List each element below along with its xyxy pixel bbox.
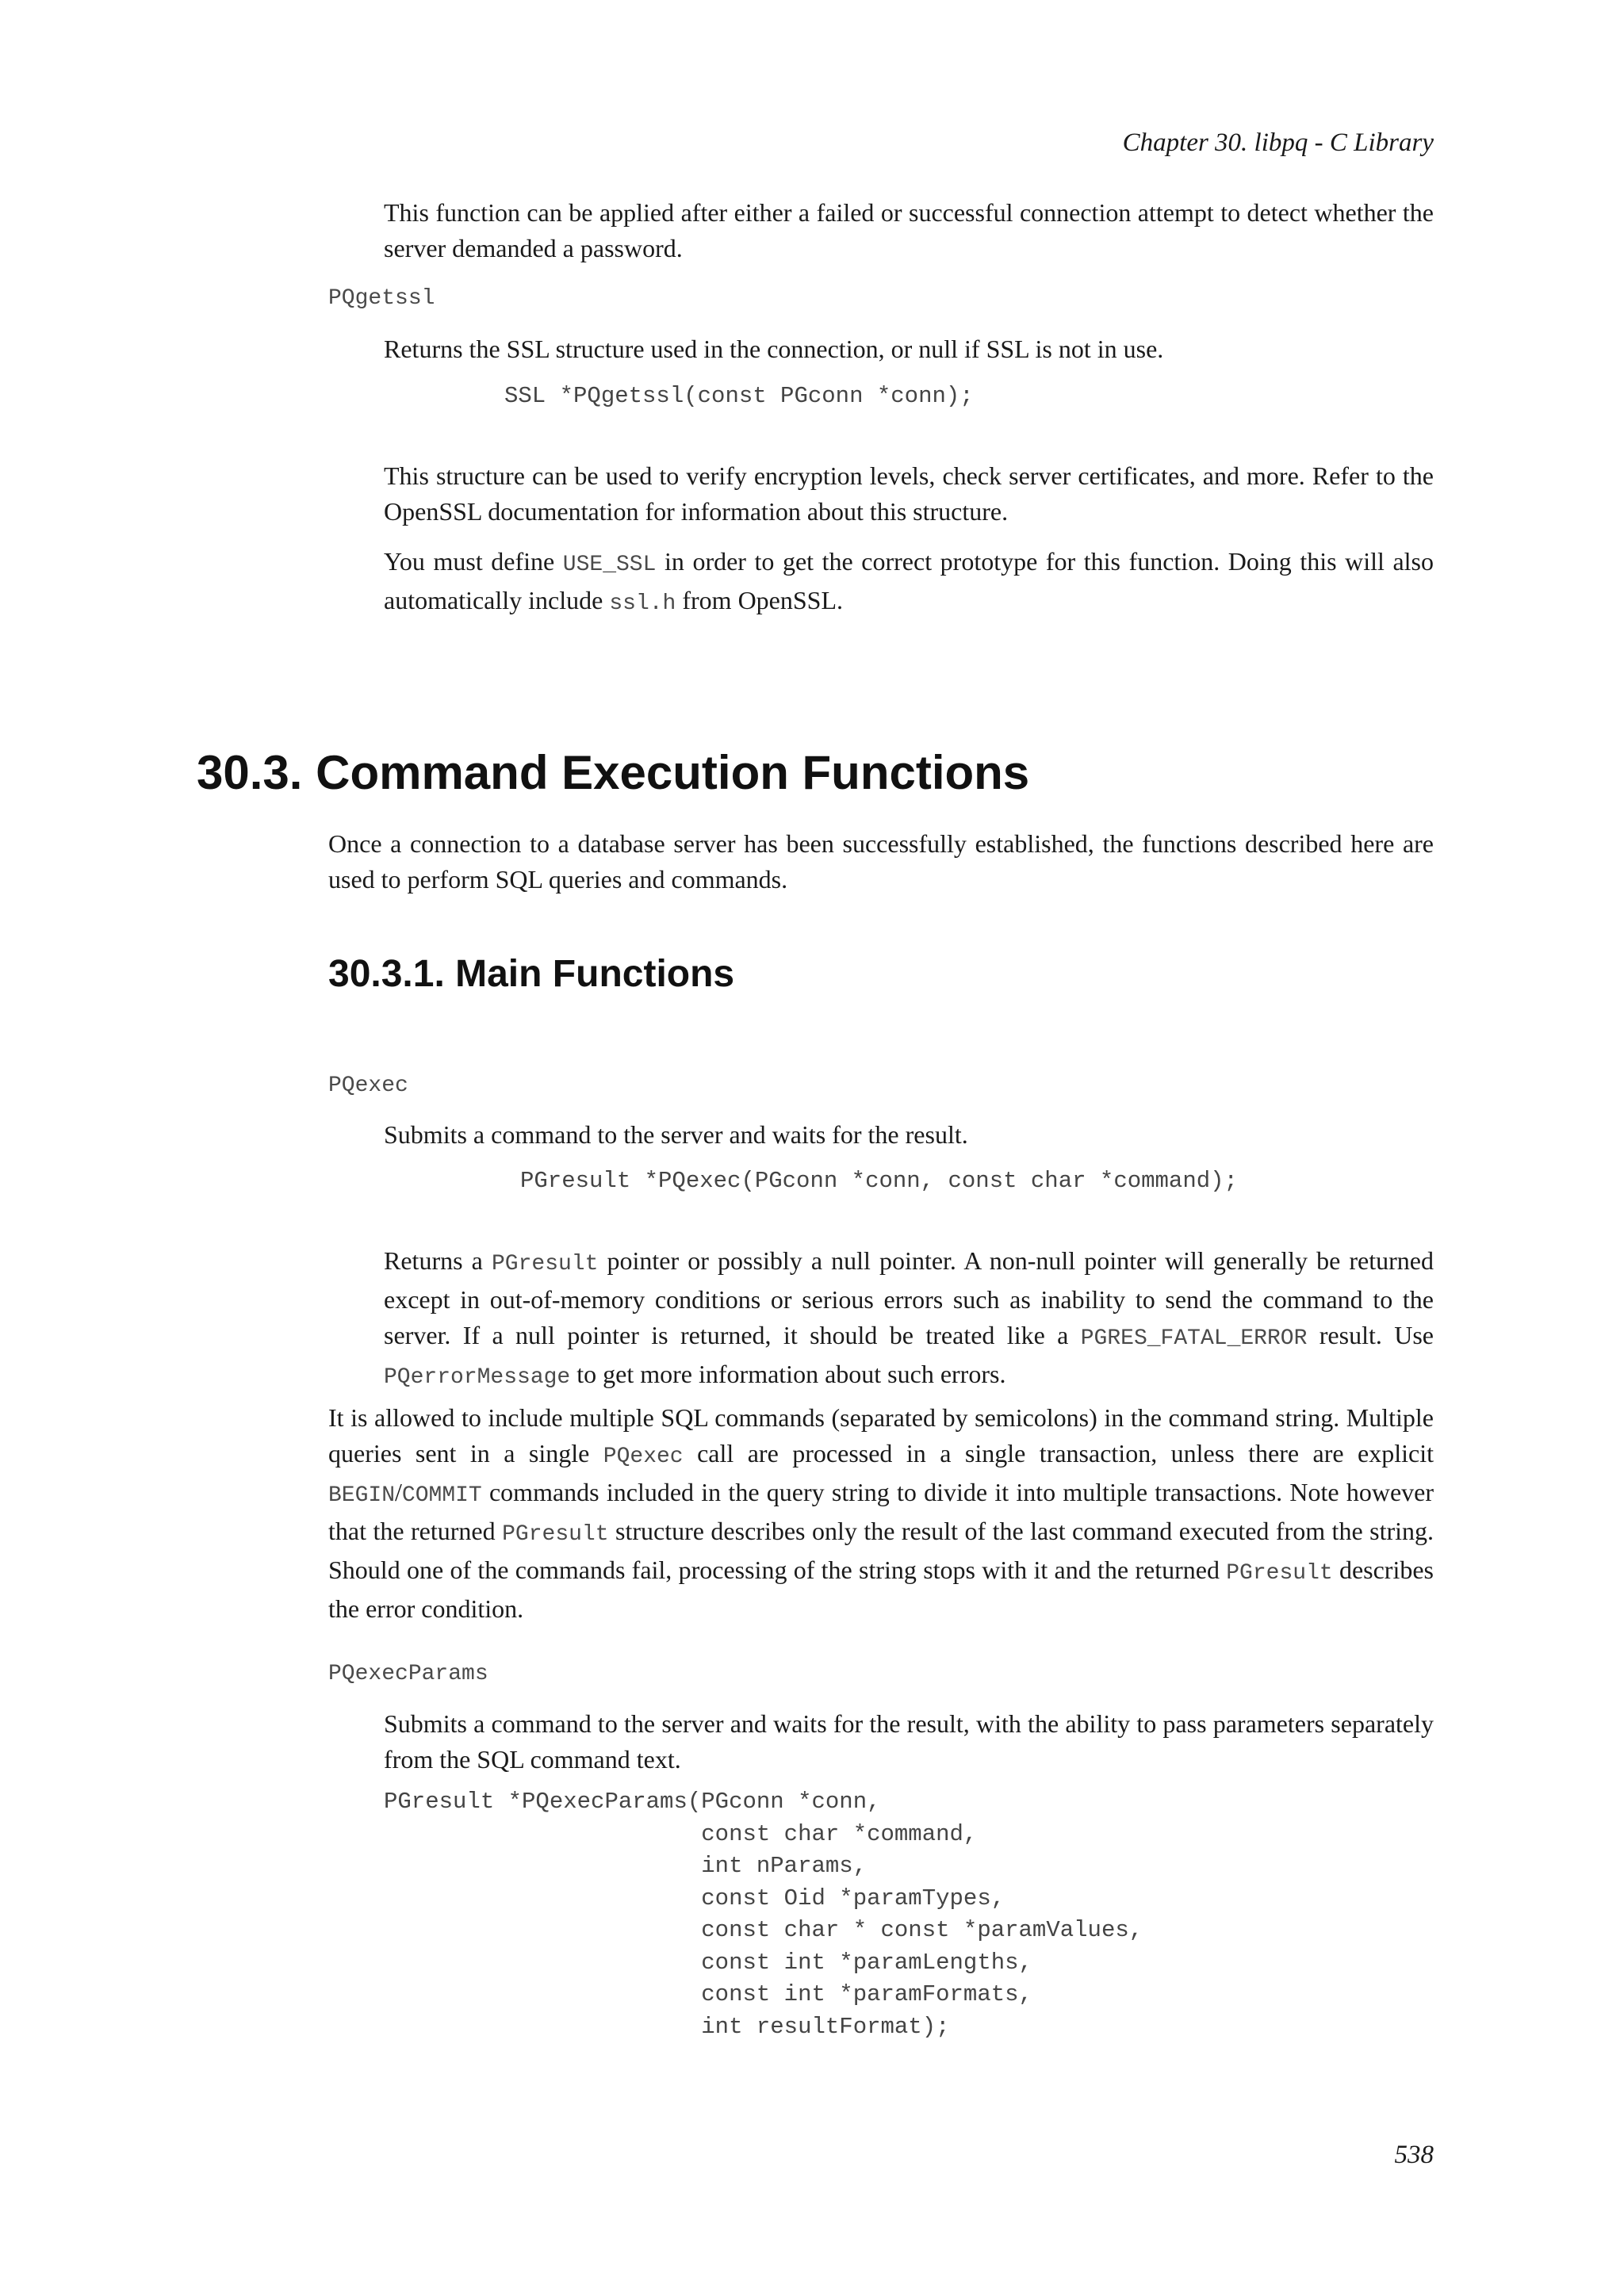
code-pgres-fatal-error: PGRES_FATAL_ERROR xyxy=(1080,1326,1308,1351)
term-pqgetssl: PQgetssl xyxy=(328,286,435,311)
text-run: call are processed in a single transaction, unless there are explicit xyxy=(683,1439,1434,1468)
pqexecparams-prototype: PGresult *PQexecParams(PGconn *conn, const char *command, int nParams, const Oid *paramTypes, const char * const *paramValues, const int *paramLengths, const int *paramFormats, int resultFormat); xyxy=(384,1789,1143,2040)
pqexec-returns xyxy=(384,1243,1434,1395)
text-run: pointer or possibly a null pointer. A non-null pointer will generally be returned except in out-of-memory conditions or serious errors such as inability to send the command to the server. If a null pointer is returned, it should be treated like a xyxy=(384,1246,1434,1349)
text-run: in order to get the correct prototype for this function. Doing this will also automatically include xyxy=(384,547,1434,614)
pqgetssl-description: Returns the SSL structure used in the connection, or null if SSL is not in use. xyxy=(384,335,1164,363)
code-pgresult: PGresult xyxy=(1226,1561,1333,1586)
section-title: 30.3. Command Execution Functions xyxy=(197,746,1030,799)
intro-paragraph: This function can be applied after either a failed or successful connection attempt to detect whether the server demanded a password. xyxy=(384,198,1434,262)
text-run: structure describes only the result of the last command executed from the string. Should one of the commands fail, processing of the string stops with it and the returned xyxy=(328,1517,1434,1584)
text-run: result. Use xyxy=(1307,1321,1434,1349)
multiple-commands-paragraph xyxy=(328,1400,1434,1627)
code-pgresult: PGresult xyxy=(502,1522,609,1547)
section-intro: Once a connection to a database server has been successfully established, the functions described here are used to perform SQL queries and commands. xyxy=(328,829,1434,894)
text-run: describes the error condition. xyxy=(328,1556,1434,1623)
page-number: 538 xyxy=(1394,2141,1434,2169)
code-begin: BEGIN xyxy=(328,1483,396,1508)
code-commit: COMMIT xyxy=(401,1483,482,1508)
term-pqexecparams: PQexecParams xyxy=(328,1662,488,1686)
text-run: commands included in the query string to divide it into multiple transactions. Note however that the returned xyxy=(328,1478,1434,1545)
running-header: Chapter 30. libpq - C Library xyxy=(1122,128,1434,157)
text-run: It is allowed to include multiple SQL commands (separated by semicolons) in the command string. Multiple queries sent in a single xyxy=(328,1403,1434,1468)
pqexec-description: Submits a command to the server and waits for the result. xyxy=(384,1120,968,1149)
text-run: from OpenSSL. xyxy=(676,586,844,614)
code-pqexec: PQexec xyxy=(603,1445,684,1469)
code-ssl-h: ssl.h xyxy=(609,591,676,616)
text-run: / xyxy=(395,1478,402,1506)
pqexecparams-description: Submits a command to the server and waits for the result, with the ability to pass parameters separately from the SQL command text. xyxy=(384,1709,1434,1774)
pqgetssl-prototype: SSL *PQgetssl(const PGconn *conn); xyxy=(504,383,974,409)
text-run: to get more information about such errors. xyxy=(570,1360,1006,1388)
subsection-title: 30.3.1. Main Functions xyxy=(328,953,735,995)
pqgetssl-paragraph-2 xyxy=(384,544,1434,622)
term-pqexec: PQexec xyxy=(328,1073,408,1098)
text-run: Returns a xyxy=(384,1246,492,1275)
text-run: You must define xyxy=(384,547,563,576)
code-pqerrormessage: PQerrorMessage xyxy=(384,1365,571,1390)
pqgetssl-paragraph-1: This structure can be used to verify encryption levels, check server certificates, and more. Refer to the OpenSSL documentation for information about this structure. xyxy=(384,461,1434,526)
code-use-ssl: USE_SSL xyxy=(562,553,657,577)
pqexec-prototype: PGresult *PQexec(PGconn *conn, const char *command); xyxy=(520,1168,1238,1194)
code-pgresult: PGresult xyxy=(491,1252,599,1276)
